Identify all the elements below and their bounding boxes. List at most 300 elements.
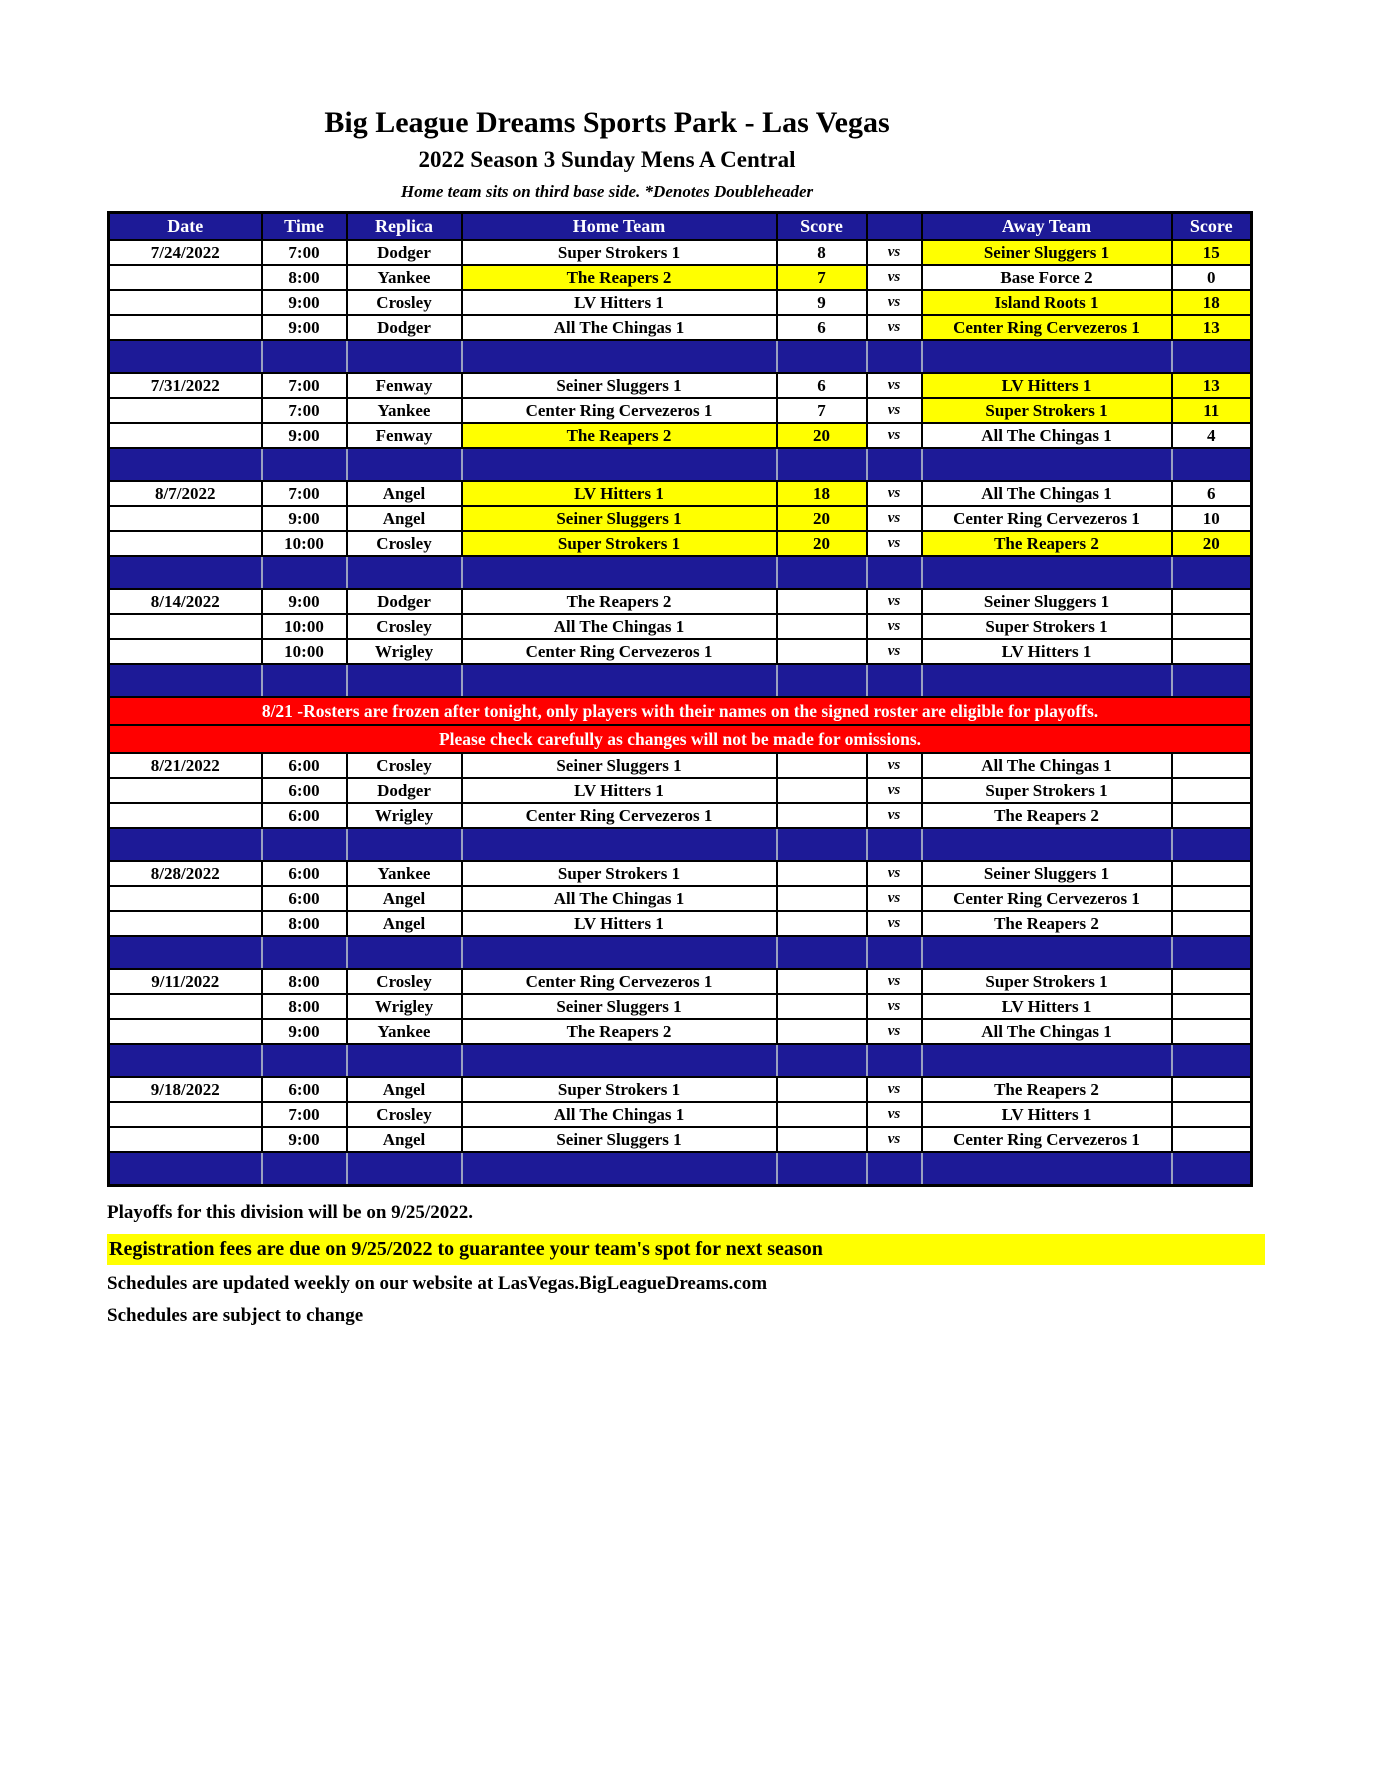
separator-cell — [347, 1152, 462, 1186]
separator-cell — [1172, 448, 1252, 481]
time-cell: 6:00 — [262, 861, 347, 886]
date-cell: 9/18/2022 — [109, 1077, 262, 1102]
vs-cell: vs — [867, 639, 922, 664]
replica-cell: Angel — [347, 886, 462, 911]
replica-cell: Crosley — [347, 969, 462, 994]
separator-cell — [1172, 664, 1252, 697]
vs-cell: vs — [867, 911, 922, 936]
time-cell: 7:00 — [262, 1102, 347, 1127]
replica-cell: Angel — [347, 911, 462, 936]
game-row — [109, 1102, 1252, 1127]
replica-cell: Crosley — [347, 290, 462, 315]
content-area — [107, 106, 1265, 1337]
away-team-cell: All The Chingas 1 — [922, 481, 1172, 506]
separator-row — [109, 936, 1252, 969]
separator-cell — [1172, 936, 1252, 969]
roster-notice-row — [109, 725, 1252, 753]
separator-cell — [922, 1044, 1172, 1077]
separator-cell — [1172, 556, 1252, 589]
away-team-cell: Super Strokers 1 — [922, 614, 1172, 639]
vs-cell: vs — [867, 1127, 922, 1152]
away-team-cell: Island Roots 1 — [922, 290, 1172, 315]
date-cell — [109, 639, 262, 664]
away-score-cell: 13 — [1172, 315, 1252, 340]
roster-notice-text: Please check carefully as changes will not be made for omissions. — [109, 725, 1252, 753]
separator-cell — [777, 664, 867, 697]
game-row — [109, 265, 1252, 290]
separator-cell — [462, 448, 777, 481]
time-cell: 7:00 — [262, 240, 347, 265]
separator-row — [109, 1044, 1252, 1077]
home-team-cell: LV Hitters 1 — [462, 778, 777, 803]
time-cell: 9:00 — [262, 506, 347, 531]
home-score-cell: 9 — [777, 290, 867, 315]
replica-cell: Angel — [347, 481, 462, 506]
away-score-cell — [1172, 639, 1252, 664]
date-cell: 8/14/2022 — [109, 589, 262, 614]
away-team-cell: All The Chingas 1 — [922, 753, 1172, 778]
vs-cell: vs — [867, 481, 922, 506]
separator-cell — [109, 1044, 262, 1077]
separator-cell — [777, 1044, 867, 1077]
column-header-date: Date — [109, 213, 262, 241]
away-team-cell: Center Ring Cervezeros 1 — [922, 1127, 1172, 1152]
separator-cell — [462, 1152, 777, 1186]
separator-cell — [867, 1152, 922, 1186]
separator-cell — [462, 664, 777, 697]
game-row — [109, 506, 1252, 531]
away-score-cell — [1172, 1019, 1252, 1044]
separator-cell — [109, 340, 262, 373]
separator-cell — [922, 556, 1172, 589]
away-score-cell: 13 — [1172, 373, 1252, 398]
home-score-cell — [777, 861, 867, 886]
home-score-cell — [777, 886, 867, 911]
date-cell: 9/11/2022 — [109, 969, 262, 994]
game-row — [109, 778, 1252, 803]
away-team-cell: Base Force 2 — [922, 265, 1172, 290]
home-score-cell — [777, 753, 867, 778]
vs-cell: vs — [867, 969, 922, 994]
table-body — [109, 240, 1252, 1186]
time-cell: 8:00 — [262, 994, 347, 1019]
home-score-cell — [777, 1019, 867, 1044]
away-team-cell: Center Ring Cervezeros 1 — [922, 886, 1172, 911]
home-score-cell — [777, 778, 867, 803]
separator-cell — [867, 340, 922, 373]
time-cell: 7:00 — [262, 481, 347, 506]
separator-cell — [347, 340, 462, 373]
away-score-cell — [1172, 994, 1252, 1019]
home-team-cell: Seiner Sluggers 1 — [462, 506, 777, 531]
vs-cell: vs — [867, 803, 922, 828]
home-score-cell: 6 — [777, 315, 867, 340]
separator-cell — [109, 936, 262, 969]
time-cell: 9:00 — [262, 290, 347, 315]
date-cell — [109, 803, 262, 828]
away-score-cell — [1172, 969, 1252, 994]
time-cell: 6:00 — [262, 803, 347, 828]
column-header-away-team: Away Team — [922, 213, 1172, 241]
home-score-cell — [777, 589, 867, 614]
game-row — [109, 423, 1252, 448]
vs-cell: vs — [867, 506, 922, 531]
game-row — [109, 1019, 1252, 1044]
away-score-cell — [1172, 1077, 1252, 1102]
game-row — [109, 886, 1252, 911]
separator-cell — [867, 448, 922, 481]
game-row — [109, 614, 1252, 639]
home-score-cell — [777, 1127, 867, 1152]
time-cell: 8:00 — [262, 265, 347, 290]
separator-row — [109, 448, 1252, 481]
vs-cell: vs — [867, 265, 922, 290]
game-row — [109, 639, 1252, 664]
time-cell: 9:00 — [262, 1127, 347, 1152]
separator-cell — [1172, 1044, 1252, 1077]
home-team-note: Home team sits on third base side. *Denotes Doubleheader — [400, 182, 814, 202]
game-row — [109, 911, 1252, 936]
vs-cell: vs — [867, 531, 922, 556]
game-row — [109, 969, 1252, 994]
home-score-cell — [777, 803, 867, 828]
away-score-cell: 20 — [1172, 531, 1252, 556]
game-row — [109, 1127, 1252, 1152]
vs-cell: vs — [867, 373, 922, 398]
date-cell: 8/28/2022 — [109, 861, 262, 886]
home-score-cell: 18 — [777, 481, 867, 506]
date-cell — [109, 614, 262, 639]
away-score-cell — [1172, 778, 1252, 803]
away-team-cell: Super Strokers 1 — [922, 398, 1172, 423]
home-team-cell: All The Chingas 1 — [462, 315, 777, 340]
home-team-cell: The Reapers 2 — [462, 1019, 777, 1044]
replica-cell: Dodger — [347, 589, 462, 614]
replica-cell: Angel — [347, 506, 462, 531]
separator-cell — [262, 556, 347, 589]
away-team-cell: Center Ring Cervezeros 1 — [922, 315, 1172, 340]
column-header-score: Score — [777, 213, 867, 241]
time-cell: 6:00 — [262, 753, 347, 778]
home-score-cell: 20 — [777, 423, 867, 448]
date-cell — [109, 1127, 262, 1152]
separator-cell — [109, 448, 262, 481]
separator-cell — [262, 828, 347, 861]
vs-cell: vs — [867, 290, 922, 315]
column-header-home-team: Home Team — [462, 213, 777, 241]
home-team-cell: Seiner Sluggers 1 — [462, 994, 777, 1019]
date-cell — [109, 423, 262, 448]
home-score-cell — [777, 614, 867, 639]
home-team-cell: LV Hitters 1 — [462, 481, 777, 506]
registration-note: Registration fees are due on 9/25/2022 to guarantee your team's spot for next season — [107, 1234, 1265, 1265]
page-subtitle: 2022 Season 3 Sunday Mens A Central — [418, 147, 796, 172]
vs-cell: vs — [867, 1102, 922, 1127]
away-score-cell — [1172, 861, 1252, 886]
game-row — [109, 803, 1252, 828]
home-team-cell: The Reapers 2 — [462, 589, 777, 614]
separator-cell — [462, 340, 777, 373]
away-score-cell: 6 — [1172, 481, 1252, 506]
home-score-cell — [777, 969, 867, 994]
time-cell: 6:00 — [262, 1077, 347, 1102]
time-cell: 10:00 — [262, 639, 347, 664]
home-team-cell: Seiner Sluggers 1 — [462, 753, 777, 778]
table-header — [109, 213, 1252, 241]
time-cell: 8:00 — [262, 911, 347, 936]
separator-cell — [347, 448, 462, 481]
vs-cell: vs — [867, 398, 922, 423]
home-team-cell: The Reapers 2 — [462, 265, 777, 290]
game-row — [109, 1077, 1252, 1102]
page-title: Big League Dreams Sports Park - Las Vegas — [324, 106, 890, 139]
replica-cell: Yankee — [347, 861, 462, 886]
separator-cell — [1172, 828, 1252, 861]
replica-cell: Fenway — [347, 423, 462, 448]
separator-cell — [109, 556, 262, 589]
separator-cell — [922, 664, 1172, 697]
column-header-score: Score — [1172, 213, 1252, 241]
away-team-cell: Seiner Sluggers 1 — [922, 240, 1172, 265]
column-header-vs — [867, 213, 922, 241]
date-cell — [109, 265, 262, 290]
home-team-cell: Center Ring Cervezeros 1 — [462, 639, 777, 664]
replica-cell: Wrigley — [347, 639, 462, 664]
separator-cell — [347, 936, 462, 969]
separator-cell — [922, 828, 1172, 861]
away-score-cell — [1172, 1127, 1252, 1152]
separator-cell — [922, 1152, 1172, 1186]
separator-cell — [347, 556, 462, 589]
away-score-cell: 15 — [1172, 240, 1252, 265]
away-team-cell: Seiner Sluggers 1 — [922, 861, 1172, 886]
home-score-cell — [777, 1077, 867, 1102]
home-score-cell: 20 — [777, 506, 867, 531]
home-score-cell: 20 — [777, 531, 867, 556]
time-cell: 7:00 — [262, 373, 347, 398]
vs-cell: vs — [867, 753, 922, 778]
away-score-cell: 10 — [1172, 506, 1252, 531]
time-cell: 9:00 — [262, 423, 347, 448]
time-cell: 10:00 — [262, 614, 347, 639]
date-cell — [109, 290, 262, 315]
away-team-cell: Seiner Sluggers 1 — [922, 589, 1172, 614]
vs-cell: vs — [867, 315, 922, 340]
date-cell — [109, 398, 262, 423]
separator-cell — [922, 936, 1172, 969]
playoffs-note: Playoffs for this division will be on 9/25/2022. — [107, 1202, 473, 1224]
separator-cell — [109, 828, 262, 861]
game-row — [109, 861, 1252, 886]
game-row — [109, 240, 1252, 265]
replica-cell: Angel — [347, 1127, 462, 1152]
separator-cell — [262, 936, 347, 969]
separator-cell — [867, 936, 922, 969]
vs-cell: vs — [867, 994, 922, 1019]
away-team-cell: LV Hitters 1 — [922, 994, 1172, 1019]
separator-cell — [1172, 1152, 1252, 1186]
replica-cell: Dodger — [347, 778, 462, 803]
home-team-cell: Super Strokers 1 — [462, 531, 777, 556]
away-score-cell: 18 — [1172, 290, 1252, 315]
date-cell: 8/21/2022 — [109, 753, 262, 778]
vs-cell: vs — [867, 614, 922, 639]
home-team-cell: Super Strokers 1 — [462, 861, 777, 886]
away-score-cell — [1172, 753, 1252, 778]
home-team-cell: Seiner Sluggers 1 — [462, 1127, 777, 1152]
game-row — [109, 531, 1252, 556]
home-team-cell: Seiner Sluggers 1 — [462, 373, 777, 398]
date-cell: 8/7/2022 — [109, 481, 262, 506]
game-row — [109, 398, 1252, 423]
time-cell: 10:00 — [262, 531, 347, 556]
replica-cell: Crosley — [347, 531, 462, 556]
time-cell: 9:00 — [262, 315, 347, 340]
game-row — [109, 753, 1252, 778]
game-row — [109, 290, 1252, 315]
date-cell — [109, 911, 262, 936]
separator-cell — [262, 1152, 347, 1186]
header-row — [109, 213, 1252, 241]
separator-row — [109, 1152, 1252, 1186]
separator-row — [109, 556, 1252, 589]
schedule-table — [107, 211, 1253, 1187]
time-cell: 9:00 — [262, 1019, 347, 1044]
roster-notice-row — [109, 697, 1252, 725]
separator-cell — [262, 664, 347, 697]
away-team-cell: LV Hitters 1 — [922, 1102, 1172, 1127]
game-row — [109, 994, 1252, 1019]
separator-cell — [462, 556, 777, 589]
separator-cell — [262, 1044, 347, 1077]
separator-cell — [867, 1044, 922, 1077]
date-cell — [109, 994, 262, 1019]
home-score-cell — [777, 994, 867, 1019]
home-team-cell: LV Hitters 1 — [462, 290, 777, 315]
vs-cell: vs — [867, 589, 922, 614]
replica-cell: Yankee — [347, 265, 462, 290]
separator-cell — [777, 936, 867, 969]
game-row — [109, 589, 1252, 614]
home-score-cell — [777, 911, 867, 936]
date-cell: 7/24/2022 — [109, 240, 262, 265]
home-team-cell: The Reapers 2 — [462, 423, 777, 448]
separator-cell — [922, 448, 1172, 481]
time-cell: 6:00 — [262, 886, 347, 911]
vs-cell: vs — [867, 778, 922, 803]
game-row — [109, 481, 1252, 506]
home-score-cell: 6 — [777, 373, 867, 398]
replica-cell: Crosley — [347, 753, 462, 778]
replica-cell: Wrigley — [347, 803, 462, 828]
vs-cell: vs — [867, 423, 922, 448]
away-team-cell: The Reapers 2 — [922, 531, 1172, 556]
home-team-cell: All The Chingas 1 — [462, 1102, 777, 1127]
separator-cell — [262, 340, 347, 373]
separator-cell — [777, 556, 867, 589]
date-cell — [109, 531, 262, 556]
away-score-cell — [1172, 886, 1252, 911]
away-team-cell: Super Strokers 1 — [922, 969, 1172, 994]
away-score-cell: 4 — [1172, 423, 1252, 448]
vs-cell: vs — [867, 240, 922, 265]
game-row — [109, 373, 1252, 398]
separator-row — [109, 664, 1252, 697]
separator-cell — [777, 448, 867, 481]
vs-cell: vs — [867, 861, 922, 886]
vs-cell: vs — [867, 886, 922, 911]
game-row — [109, 315, 1252, 340]
separator-cell — [262, 448, 347, 481]
home-team-cell: All The Chingas 1 — [462, 614, 777, 639]
away-team-cell: All The Chingas 1 — [922, 1019, 1172, 1044]
separator-row — [109, 340, 1252, 373]
replica-cell: Angel — [347, 1077, 462, 1102]
away-team-cell: The Reapers 2 — [922, 1077, 1172, 1102]
home-team-cell: All The Chingas 1 — [462, 886, 777, 911]
away-score-cell — [1172, 803, 1252, 828]
date-cell — [109, 1019, 262, 1044]
time-cell: 6:00 — [262, 778, 347, 803]
home-team-cell: Center Ring Cervezeros 1 — [462, 398, 777, 423]
separator-cell — [109, 1152, 262, 1186]
separator-row — [109, 828, 1252, 861]
replica-cell: Wrigley — [347, 994, 462, 1019]
replica-cell: Crosley — [347, 614, 462, 639]
away-score-cell — [1172, 1102, 1252, 1127]
date-cell — [109, 506, 262, 531]
away-team-cell: The Reapers 2 — [922, 803, 1172, 828]
date-cell — [109, 886, 262, 911]
separator-cell — [462, 936, 777, 969]
separator-cell — [347, 828, 462, 861]
separator-cell — [109, 664, 262, 697]
time-cell: 8:00 — [262, 969, 347, 994]
vs-cell: vs — [867, 1077, 922, 1102]
date-cell — [109, 315, 262, 340]
replica-cell: Dodger — [347, 315, 462, 340]
separator-cell — [867, 664, 922, 697]
separator-cell — [777, 828, 867, 861]
subject-to-change-note: Schedules are subject to change — [107, 1305, 364, 1327]
separator-cell — [922, 340, 1172, 373]
separator-cell — [867, 828, 922, 861]
home-team-cell: Super Strokers 1 — [462, 240, 777, 265]
home-team-cell: Center Ring Cervezeros 1 — [462, 803, 777, 828]
home-score-cell: 8 — [777, 240, 867, 265]
vs-cell: vs — [867, 1019, 922, 1044]
away-team-cell: Super Strokers 1 — [922, 778, 1172, 803]
date-cell: 7/31/2022 — [109, 373, 262, 398]
away-team-cell: All The Chingas 1 — [922, 423, 1172, 448]
separator-cell — [1172, 340, 1252, 373]
schedules-updated-note: Schedules are updated weekly on our website at LasVegas.BigLeagueDreams.com — [107, 1273, 768, 1295]
away-team-cell: The Reapers 2 — [922, 911, 1172, 936]
away-score-cell — [1172, 911, 1252, 936]
separator-cell — [347, 1044, 462, 1077]
replica-cell: Yankee — [347, 398, 462, 423]
away-team-cell: LV Hitters 1 — [922, 639, 1172, 664]
home-score-cell — [777, 639, 867, 664]
separator-cell — [777, 1152, 867, 1186]
date-cell — [109, 1102, 262, 1127]
separator-cell — [462, 1044, 777, 1077]
away-team-cell: Center Ring Cervezeros 1 — [922, 506, 1172, 531]
home-team-cell: Center Ring Cervezeros 1 — [462, 969, 777, 994]
home-score-cell: 7 — [777, 398, 867, 423]
time-cell: 9:00 — [262, 589, 347, 614]
separator-cell — [462, 828, 777, 861]
